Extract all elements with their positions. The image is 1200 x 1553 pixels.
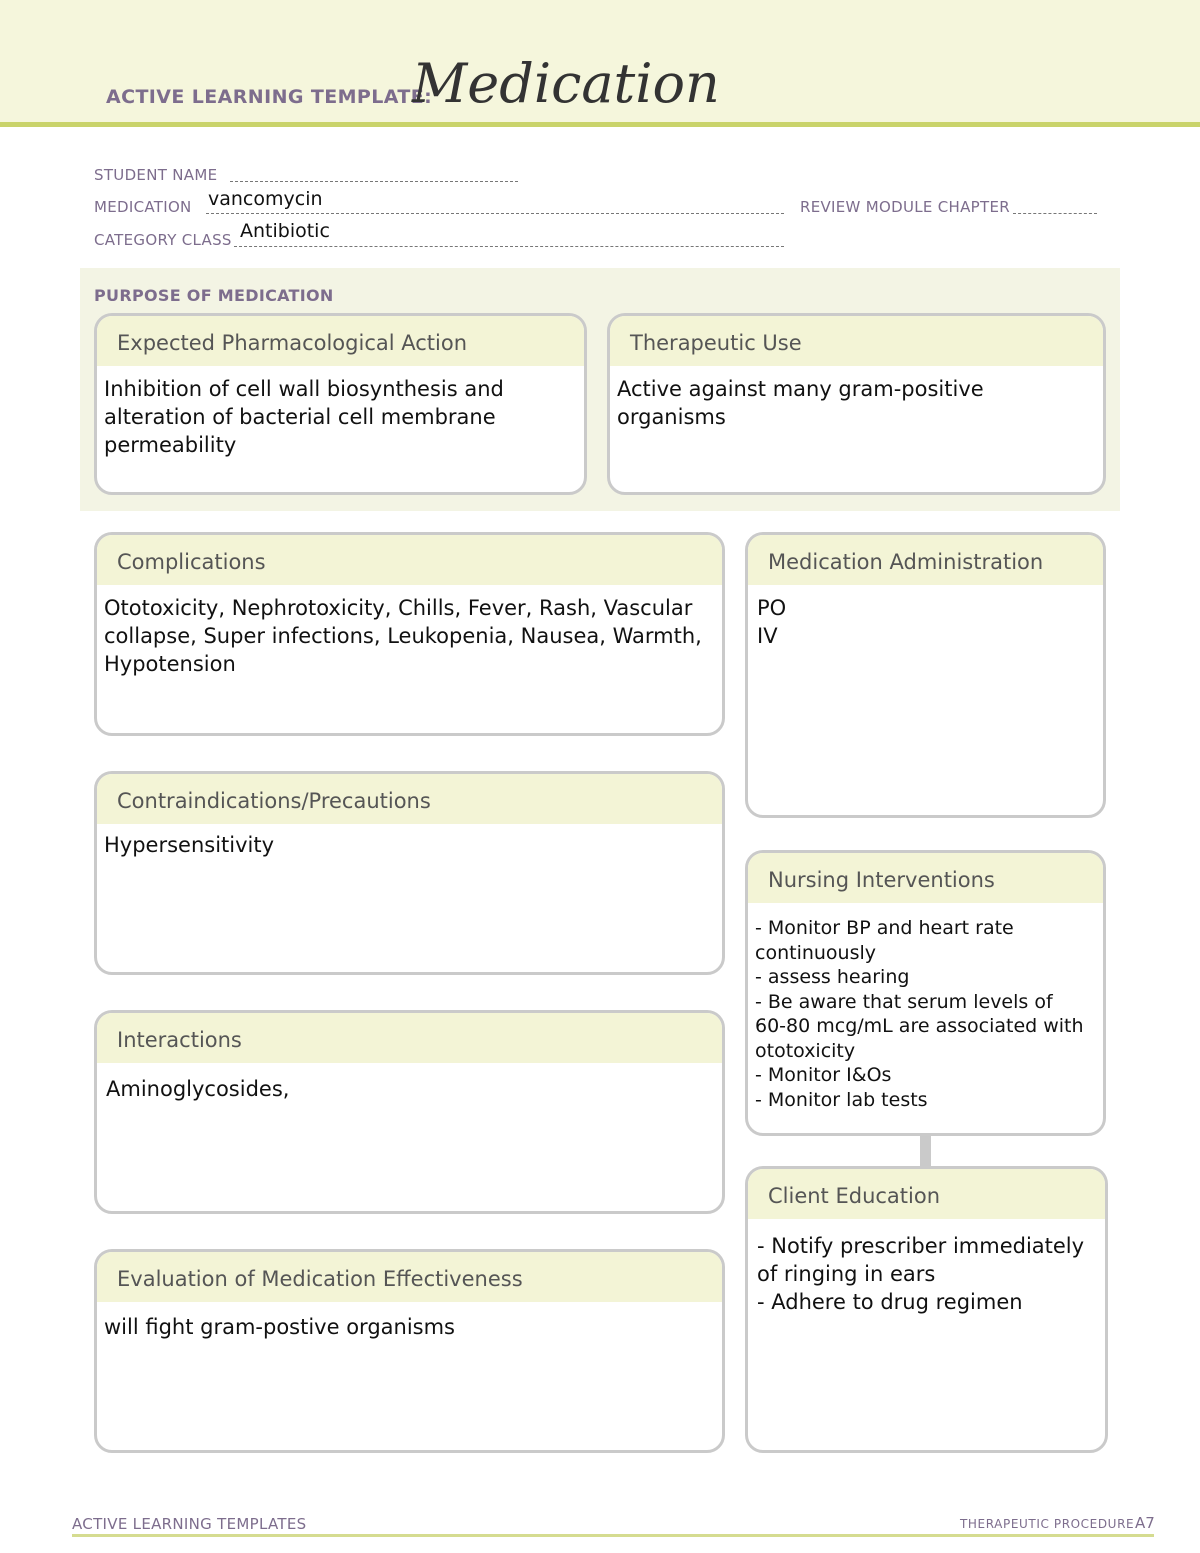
text-line: of ringing in ears [757,1262,936,1286]
text-line: Ototoxicity, Nephrotoxicity, Chills, Fever, Rash, Vascular [104,596,693,620]
text-line: collapse, Super infections, Leukopenia, Nausea, Warmth, [104,624,702,648]
card-body[interactable] [97,1302,722,1341]
header-rule [0,122,1200,127]
text-line: ototoxicity [755,1039,856,1062]
nursing-interventions-card [745,850,1106,1136]
medication-field[interactable]: vancomycin [208,188,323,210]
text-line: - Monitor BP and heart rate [755,917,1014,939]
text-line: 60-80 mcg/mL are associated with [755,1015,1084,1037]
review-module-line [1013,213,1097,214]
card-title: Interactions [97,1013,722,1063]
medication-label: MEDICATION [94,198,192,216]
template-label: ACTIVE LEARNING TEMPLATE: [106,86,433,108]
card-title: Therapeutic Use [610,316,1103,366]
footer-left: ACTIVE LEARNING TEMPLATES [72,1515,307,1533]
card-title: Expected Pharmacological Action [97,316,584,366]
contraindications-card [94,771,725,975]
student-name-line [230,181,518,182]
card-body[interactable] [748,585,1103,650]
category-class-label: CATEGORY CLASS [94,231,232,249]
text-line: PO [757,596,787,620]
card-title: Evaluation of Medication Effectiveness [97,1252,722,1302]
administration-card [745,532,1106,818]
card-body[interactable] [97,824,722,859]
medication-line [206,213,784,214]
text-line: will fight gram-postive organisms [104,1315,456,1339]
card-body[interactable] [610,366,1103,431]
card-body[interactable] [97,1063,722,1103]
evaluation-card [94,1249,725,1453]
category-class-line [234,246,784,247]
text-line: Hypotension [104,652,236,676]
card-title: Complications [97,535,722,585]
text-line: Active against many gram-positive organisms [617,377,984,429]
card-title: Nursing Interventions [748,853,1103,903]
page-number: A7 [1135,1514,1155,1532]
footer-rule [72,1534,1154,1537]
card-title: Medication Administration [748,535,1103,585]
text-line: permeability [104,433,237,457]
card-title: Contraindications/Precautions [97,774,722,824]
page-title: Medication [412,52,720,115]
text-line: - Adhere to drug regimen [757,1290,1023,1314]
text-line: Aminoglycosides, [106,1077,290,1101]
category-class-field[interactable]: Antibiotic [240,220,330,242]
client-education-card [745,1166,1108,1453]
text-line: - Be aware that serum levels of [755,990,1053,1013]
card-connector [920,1134,931,1168]
card-body[interactable] [97,366,584,459]
text-line: - Monitor I&Os [755,1064,892,1086]
card-body[interactable] [748,903,1103,1112]
therapeutic-use-card [607,313,1106,495]
card-body[interactable] [97,585,722,678]
card-title: Client Education [748,1169,1105,1219]
text-line: Hypersensitivity [104,833,275,857]
review-module-label: REVIEW MODULE CHAPTER [800,198,1010,216]
text-line: alteration of bacterial cell membrane [104,405,496,429]
text-line: - Notify prescriber immediately [757,1234,1085,1258]
expected-action-card [94,313,587,495]
text-line: - Monitor lab tests [755,1088,928,1111]
text-line: Inhibition of cell wall biosynthesis and [104,377,504,401]
text-line: IV [757,624,778,648]
text-line: - assess hearing [755,966,910,988]
card-body[interactable] [748,1219,1105,1316]
purpose-heading: PURPOSE OF MEDICATION [94,286,334,305]
student-name-label: STUDENT NAME [94,166,218,184]
footer-section: THERAPEUTIC PROCEDURE [960,1517,1135,1531]
text-line: continuously [755,941,877,964]
complications-card [94,532,725,736]
interactions-card [94,1010,725,1214]
